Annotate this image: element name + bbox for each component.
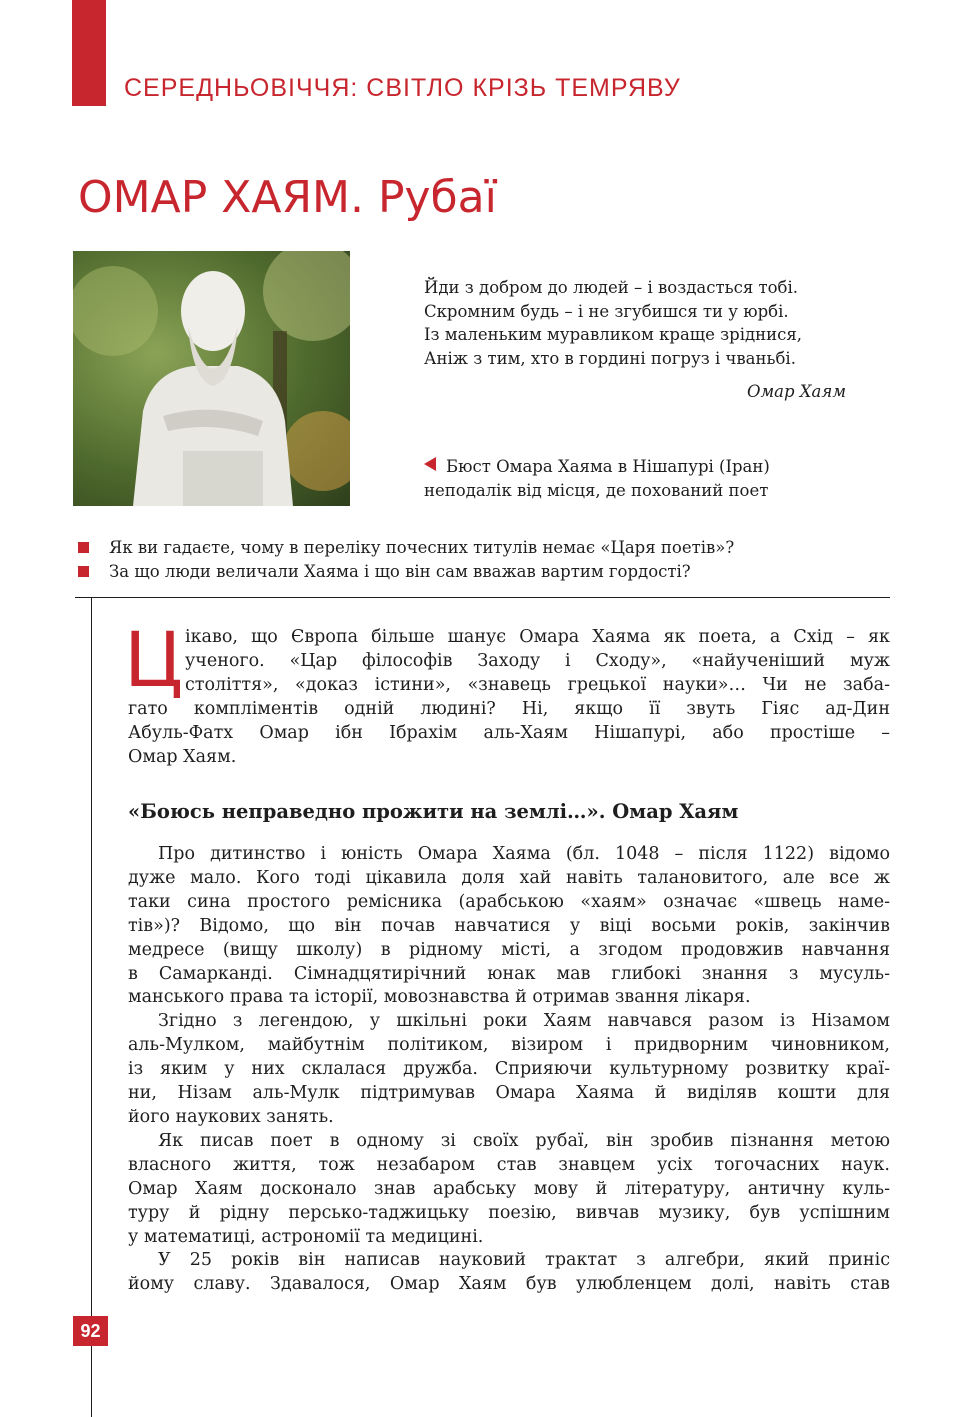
epigraph-line: Скромним будь – і не згубишся ти у юрбі. xyxy=(424,301,789,321)
running-head: СЕРЕДНЬОВІЧЧЯ: СВІТЛО КРІЗЬ ТЕМРЯВУ xyxy=(124,74,681,102)
body-line: Згідно з легендою, у шкільні роки Хаям навчався разом із Нізамом xyxy=(158,1011,890,1032)
body-text xyxy=(128,843,890,1297)
drop-cap: Ц xyxy=(124,615,184,704)
body-line: аль-Мулком, майбутнім політиком, візиром і придворним чиновником, xyxy=(128,1035,890,1056)
epigraph-author: Омар Хаям xyxy=(746,382,846,401)
bust-photo xyxy=(73,251,350,506)
body-line: Про дитинство і юність Омара Хаяма (бл. 1048 – після 1122) відомо xyxy=(158,844,890,864)
caption-line xyxy=(424,455,864,479)
caption-text: Бюст Омара Хаяма в Нішапурі (Іран) xyxy=(446,457,770,476)
pointer-left-icon xyxy=(424,457,436,471)
body-line: манського права та історії, мовознавства й отримав звання лікаря. xyxy=(128,987,751,1008)
questions-list xyxy=(78,536,898,583)
intro-line: Омар Хаям. xyxy=(128,746,237,767)
body-line: ни, Нізам аль-Мулк підтримував Омара Хаяма й виділяв кошти для xyxy=(128,1083,890,1104)
body-line: таки сина простого ремісника (арабською «хаям» означає «швець наме- xyxy=(128,891,890,912)
body-line: Омар Хаям досконало знав арабську мову й літературу, античну куль- xyxy=(128,1178,890,1199)
section-heading: «Боюсь неправедно прожити на землі…». Омар Хаям xyxy=(128,800,739,823)
question-text: Як ви гадаєте, чому в переліку почесних титулів немає «Царя поетів»? xyxy=(109,538,735,557)
body-line: Як писав поет в одному зі своїх рубаї, він зробив пізнання метою xyxy=(158,1130,890,1151)
question-item xyxy=(78,560,898,584)
divider-vertical xyxy=(91,597,92,1417)
epigraph-line: Із маленьким муравликом краще зріднися, xyxy=(424,325,803,344)
body-line: у математиці, астрономії та медицині. xyxy=(128,1226,484,1247)
body-line: із яким у них склалася дружба. Сприяючи культурному розвитку краї- xyxy=(128,1059,890,1080)
epigraph-line: Йди з добром до людей – і воздасться тобі. xyxy=(424,278,798,297)
square-bullet-icon xyxy=(78,566,89,577)
body-line: тів»)? Відомо, що він почав навчатися у віці восьми років, закінчив xyxy=(128,915,890,936)
intro-paragraph xyxy=(124,615,890,769)
body-line: в Самарканді. Сімнадцятирічний юнак мав глибокі знання з мусуль- xyxy=(128,963,890,984)
body-line: медресе (вищу школу) в рідному місті, а згодом продовжив навчання xyxy=(128,939,890,960)
body-line: У 25 років він написав науковий трактат з алгебри, який приніс xyxy=(158,1250,890,1271)
body-line: йому славу. Здавалося, Омар Хаям був улюбленцем долі, навіть став xyxy=(128,1274,890,1295)
body-line: туру й рідну персько-таджицьку поезію, вивчав музику, був успішним xyxy=(128,1202,890,1223)
question-item xyxy=(78,536,898,560)
body-line: його наукових занять. xyxy=(128,1106,334,1127)
page-number: 92 xyxy=(73,1316,108,1346)
square-bullet-icon xyxy=(78,542,89,553)
intro-line: століття», «доказ істини», «знавець грецької науки»… Чи не заба- xyxy=(185,674,890,695)
intro-line: ікаво, що Європа більше шанує Омара Хаяма як поета, а Схід – як xyxy=(185,627,890,647)
intro-line: гато компліментів одній людині? Ні, якщо її звуть Гіяс ад-Дин xyxy=(128,698,890,719)
caption-line: неподалік від місця, де похований поет xyxy=(424,480,769,500)
page-title: ОМАР ХАЯМ. Рубаї xyxy=(78,172,497,223)
body-line: власного життя, тож незабаром став знавцем усіх тогочасних наук. xyxy=(128,1154,890,1175)
divider-horizontal xyxy=(75,597,890,598)
chapter-tab xyxy=(72,0,106,106)
intro-line: ученого. «Цар філософів Заходу і Сходу», «найученіший муж xyxy=(185,650,890,671)
body-line: дуже мало. Кого тоді цікавила доля хай навіть талановитого, але все ж xyxy=(128,867,890,888)
photo-caption xyxy=(424,455,864,502)
question-text: За що люди величали Хаяма і що він сам вважав вартим гордості? xyxy=(109,561,691,581)
intro-line: Абуль-Фатх Омар ібн Ібрахім аль-Хаям Нішапурі, або простіше – xyxy=(128,722,890,743)
epigraph xyxy=(424,276,864,404)
epigraph-line: Аніж з тим, хто в гордині погруз і чваньбі. xyxy=(424,348,796,368)
